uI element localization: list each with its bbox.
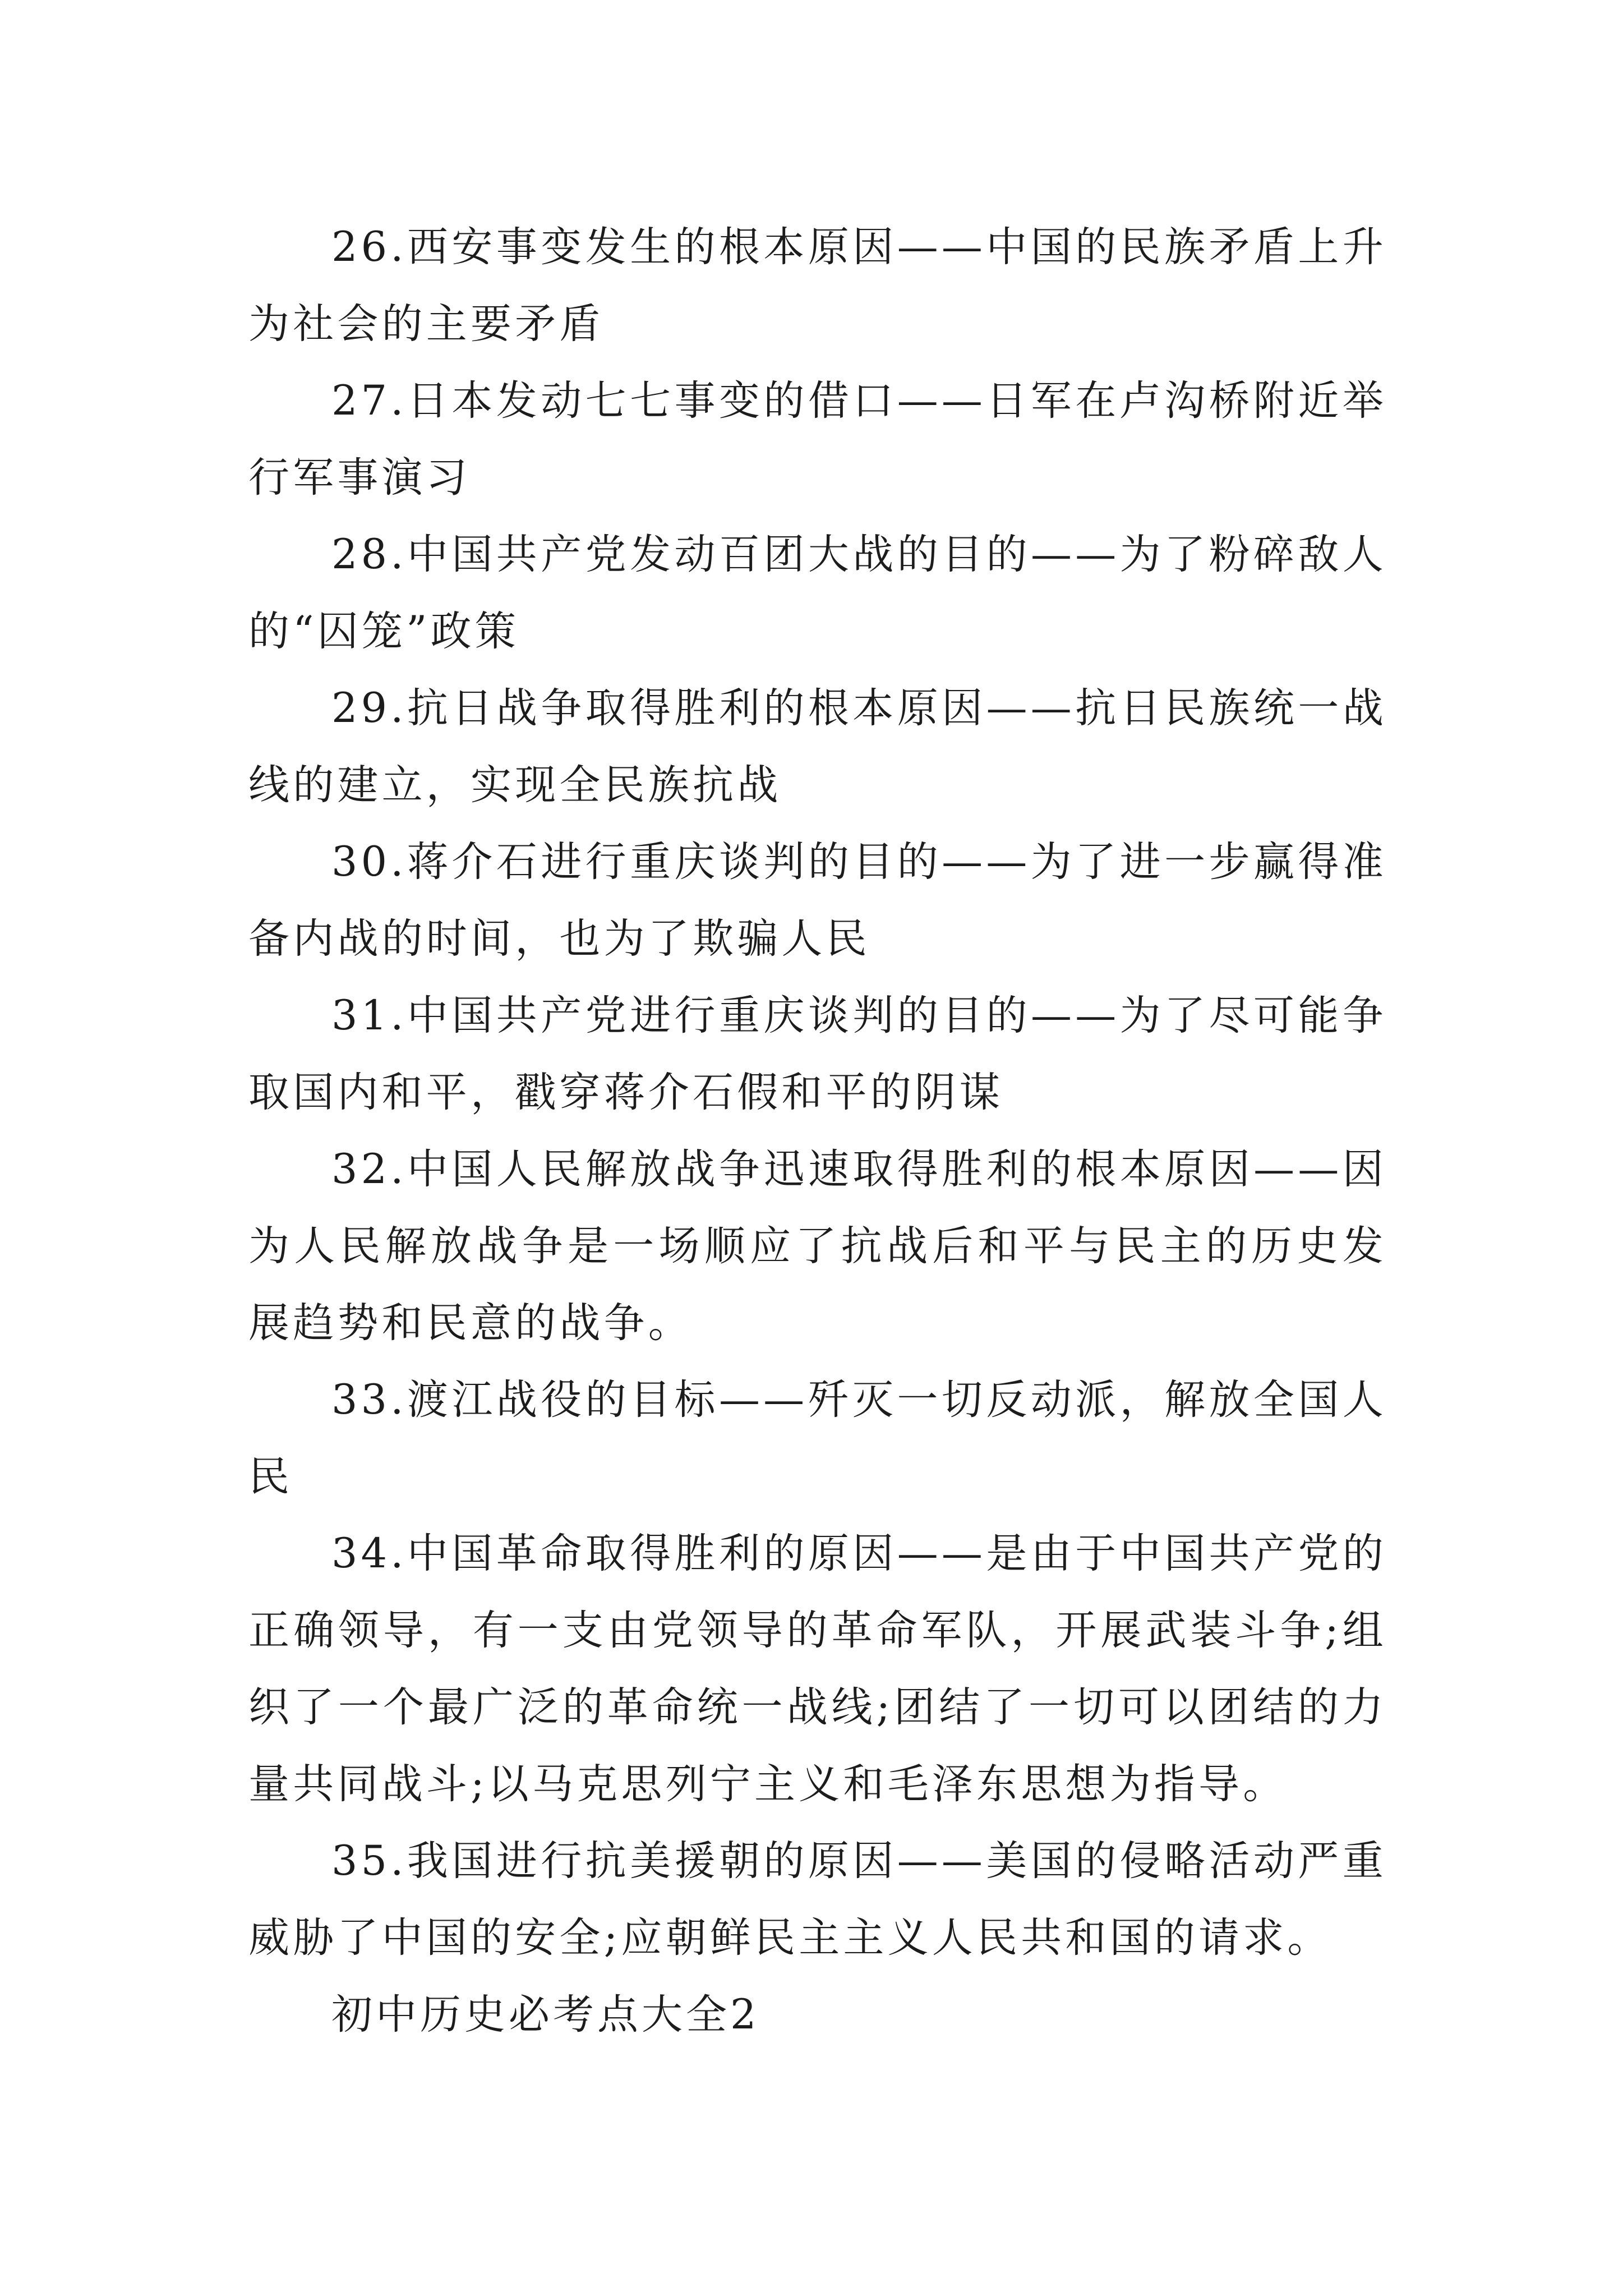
- paragraph-31: 31.中国共产党进行重庆谈判的目的——为了尽可能争取国内和平，戳穿蒋介石假和平的阴谋: [248, 992, 1387, 1116]
- paragraph-30: 30.蒋介石进行重庆谈判的目的——为了进一步赢得准备内战的时间，也为了欺骗人民: [248, 838, 1387, 963]
- paragraph-28: 28.中国共产党发动百团大战的目的——为了粉碎敌人的“囚笼”政策: [248, 531, 1387, 655]
- paragraph-33: 33.渡江战役的目标——歼灭一切反动派，解放全国人民: [248, 1376, 1387, 1501]
- section-heading: 初中历史必考点大全2: [331, 1991, 760, 2039]
- document-body: [248, 209, 1387, 2053]
- paragraph-27: 27.日本发动七七事变的借口——日军在卢沟桥附近举行军事演习: [248, 377, 1387, 501]
- paragraph-26: 26.西安事变发生的根本原因——中国的民族矛盾上升为社会的主要矛盾: [248, 223, 1387, 348]
- paragraph-29: 29.抗日战争取得胜利的根本原因——抗日民族统一战线的建立，实现全民族抗战: [248, 684, 1387, 809]
- paragraph-35: 35.我国进行抗美援朝的原因——美国的侵略活动严重威胁了中国的安全;应朝鲜民主主义人民共和国的请求。: [248, 1837, 1387, 1962]
- paragraph-32: 32.中国人民解放战争迅速取得胜利的根本原因——因为人民解放战争是一场顺应了抗战后和平与民主的历史发展趋势和民意的战争。: [248, 1145, 1387, 1347]
- paragraph-34: 34.中国革命取得胜利的原因——是由于中国共产党的正确领导，有一支由党领导的革命军队，开展武装斗争;组织了一个最广泛的革命统一战线;团结了一切可以团结的力量共同战斗;以马克思列宁主义和毛泽东思想为指导。: [248, 1530, 1387, 1808]
